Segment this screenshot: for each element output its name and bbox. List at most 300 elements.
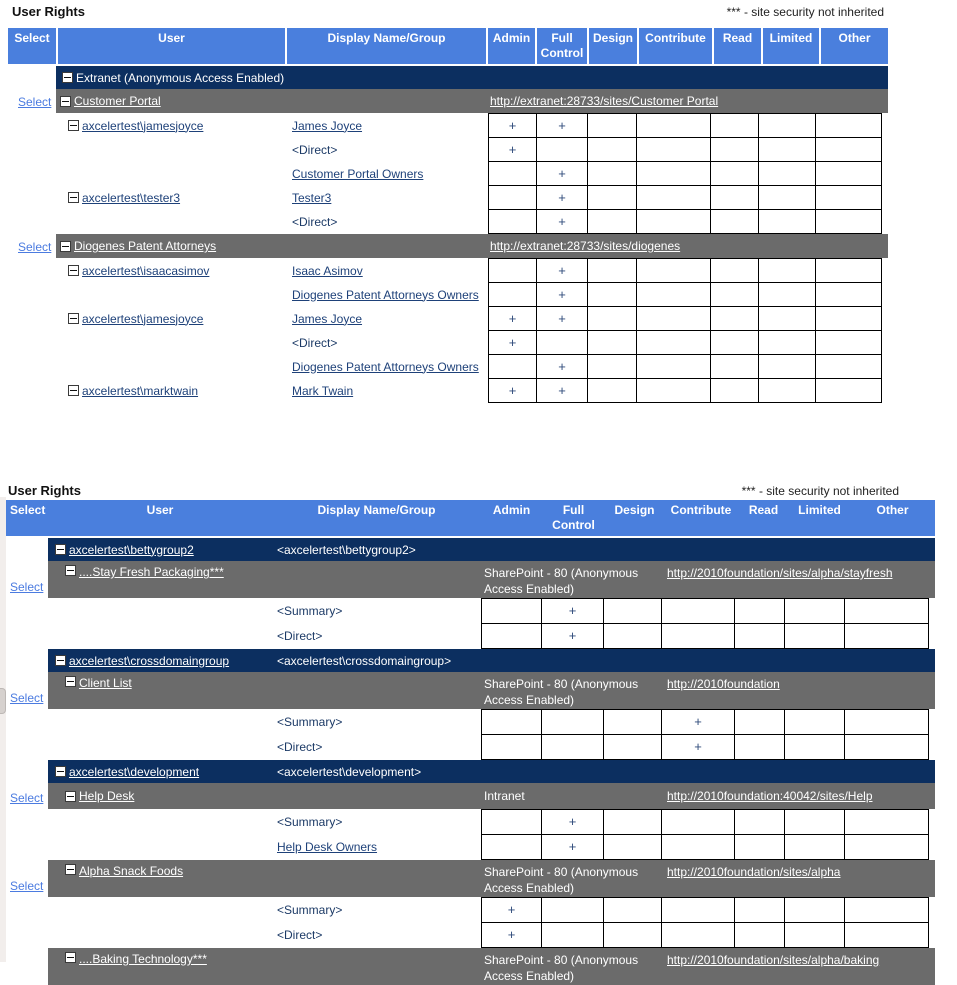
- column-header-label: User: [158, 31, 185, 45]
- security-not-inherited-legend: *** - site security not inherited: [726, 5, 884, 19]
- perm-cell-read: [710, 330, 759, 355]
- site-url-link[interactable]: http://2010foundation: [667, 677, 780, 691]
- perm-cell-read: [734, 922, 785, 948]
- column-header-perm-full: Full Control: [552, 503, 595, 532]
- column-header-perm-admin: Admin: [492, 503, 531, 517]
- table-row: [0, 860, 935, 897]
- perm-cell-limited: [758, 378, 816, 403]
- group-name-link[interactable]: axcelertest\bettygroup2: [69, 542, 194, 557]
- display-name-link[interactable]: Diogenes Patent Attorneys Owners: [292, 359, 479, 374]
- perm-cell-design: [587, 161, 637, 186]
- user-account-link[interactable]: axcelertest\jamesjoyce: [82, 311, 204, 326]
- perm-cell-design: [603, 834, 662, 860]
- table-row: [8, 89, 888, 113]
- column-header-label: Admin: [492, 31, 531, 45]
- perm-cell-design: [587, 378, 637, 403]
- table-row: [8, 282, 888, 307]
- permission-grid: [488, 354, 882, 379]
- permission-grid: [481, 623, 929, 649]
- perm-cell-other: [815, 161, 882, 186]
- perm-cell-admin: [488, 354, 537, 379]
- permission-grid: [481, 598, 929, 624]
- collapse-minus-icon[interactable]: [60, 241, 71, 252]
- perm-cell-contribute: [636, 378, 711, 403]
- security-not-inherited-legend: *** - site security not inherited: [741, 484, 899, 498]
- site-url-link[interactable]: http://2010foundation/sites/alpha/baking: [667, 953, 880, 967]
- permission-grid: [488, 209, 882, 234]
- select-link[interactable]: Select: [18, 240, 52, 254]
- perm-cell-full: [541, 922, 604, 948]
- column-header-display-name-group: [287, 28, 486, 64]
- perm-cell-limited: [784, 709, 845, 735]
- permission-grid: [488, 306, 882, 331]
- perm-cell-full: [536, 137, 588, 162]
- column-header-label: Display Name/Group: [327, 31, 446, 45]
- perm-cell-other: [815, 306, 882, 331]
- perm-cell-full: +: [541, 598, 604, 624]
- perm-cell-read: [734, 598, 785, 624]
- table-row: [8, 209, 888, 234]
- display-name-link[interactable]: Tester3: [292, 190, 332, 205]
- column-header-label: Limited: [769, 31, 813, 45]
- display-name-link[interactable]: Diogenes Patent Attorneys Owners: [292, 287, 479, 302]
- display-name-cell: [292, 354, 479, 379]
- site-url-link[interactable]: http://2010foundation/sites/alpha: [667, 865, 841, 879]
- perm-cell-limited: [758, 306, 816, 331]
- group-scope-band: [56, 66, 888, 89]
- web-app-info: SharePoint - 80 (Anonymous Access Enabled): [484, 953, 639, 983]
- perm-cell-other: [815, 185, 882, 210]
- perm-cell-admin: [481, 623, 542, 649]
- permission-grid: [488, 378, 882, 403]
- perm-cell-design: [587, 306, 637, 331]
- table-row: [0, 948, 935, 985]
- table-row: [0, 561, 935, 598]
- column-header-label: Full Control: [540, 31, 584, 60]
- display-name-cell: [292, 185, 331, 210]
- site-band: [56, 234, 888, 258]
- display-name-text: <Direct>: [277, 928, 323, 942]
- perm-cell-other: [844, 734, 929, 760]
- table-row: [0, 783, 935, 809]
- site-name-link[interactable]: Diogenes Patent Attorneys: [74, 239, 217, 253]
- table-row: [0, 734, 935, 760]
- perm-cell-design: [603, 922, 662, 948]
- perm-cell-other: [844, 834, 929, 860]
- permission-grid: [488, 161, 882, 186]
- perm-cell-full: +: [536, 282, 588, 307]
- perm-cell-limited: [758, 209, 816, 234]
- collapse-minus-icon[interactable]: [68, 265, 79, 276]
- user-account-cell: [68, 113, 203, 138]
- perm-cell-full: +: [536, 113, 588, 138]
- perm-cell-read: [734, 623, 785, 649]
- perm-cell-contribute: [636, 306, 711, 331]
- table-title: User Rights: [12, 4, 85, 19]
- group-display-name: <axcelertest\crossdomaingroup>: [277, 653, 452, 668]
- group-scope-band: [48, 649, 935, 672]
- display-name-cell: [292, 137, 337, 162]
- perm-cell-limited: [758, 137, 816, 162]
- web-app-info: SharePoint - 80 (Anonymous Access Enabled): [484, 677, 639, 707]
- display-name-text: <Summary>: [277, 715, 343, 729]
- collapse-minus-icon[interactable]: [68, 120, 79, 131]
- table-row: [8, 185, 888, 210]
- display-name-cell: [277, 734, 322, 760]
- perm-cell-design: [587, 354, 637, 379]
- perm-cell-admin: [488, 282, 537, 307]
- perm-cell-limited: [784, 623, 845, 649]
- permission-grid: [481, 834, 929, 860]
- perm-cell-design: [587, 330, 637, 355]
- group-scope-band: [48, 760, 935, 783]
- display-name-text: <Summary>: [277, 604, 343, 618]
- table-body: [8, 66, 888, 403]
- collapse-minus-icon[interactable]: [65, 864, 76, 875]
- table-row: [8, 234, 888, 258]
- perm-cell-contribute: [661, 922, 735, 948]
- table-row: [0, 709, 935, 735]
- user-account-link[interactable]: axcelertest\tester3: [82, 190, 181, 205]
- perm-cell-design: [603, 734, 662, 760]
- perm-cell-read: [734, 734, 785, 760]
- table-row: [8, 258, 888, 283]
- table-body: [0, 538, 935, 985]
- display-name-text: <Direct>: [277, 740, 323, 754]
- collapse-minus-icon[interactable]: [68, 385, 79, 396]
- perm-cell-other: [815, 354, 882, 379]
- perm-cell-full: +: [536, 185, 588, 210]
- column-header-perm-other: Other: [876, 503, 909, 517]
- perm-cell-contribute: [636, 137, 711, 162]
- collapse-minus-icon[interactable]: [68, 192, 79, 203]
- user-account-link[interactable]: axcelertest\jamesjoyce: [82, 118, 204, 133]
- table-row: [0, 897, 935, 923]
- display-name-cell: [292, 330, 337, 355]
- perm-cell-read: [710, 113, 759, 138]
- display-name-cell: [277, 834, 377, 860]
- column-header-perm-design: [589, 28, 637, 64]
- web-app-info: SharePoint - 80 (Anonymous Access Enabled): [484, 566, 639, 596]
- permission-grid: [481, 922, 929, 948]
- perm-cell-admin: [481, 834, 542, 860]
- perm-cell-limited: [758, 282, 816, 307]
- perm-cell-contribute: [661, 809, 735, 835]
- perm-cell-admin: +: [481, 897, 542, 923]
- perm-cell-admin: +: [481, 922, 542, 948]
- table-row: [0, 809, 935, 835]
- column-header-perm-full: [537, 28, 587, 64]
- column-header-perm-contribute: Contribute: [670, 503, 732, 517]
- group-name-link[interactable]: axcelertest\development: [69, 764, 200, 779]
- user-account-link[interactable]: axcelertest\marktwain: [82, 383, 199, 398]
- perm-cell-design: [603, 598, 662, 624]
- select-link[interactable]: Select: [18, 95, 52, 109]
- user-account-link[interactable]: axcelertest\isaacasimov: [82, 263, 210, 278]
- perm-cell-contribute: [636, 209, 711, 234]
- display-name-cell: [277, 623, 322, 649]
- perm-cell-design: [587, 137, 637, 162]
- perm-cell-full: [541, 897, 604, 923]
- display-name-text: <Direct>: [292, 214, 338, 229]
- permission-grid: [488, 258, 882, 283]
- collapse-minus-icon[interactable]: [55, 655, 66, 666]
- display-name-link[interactable]: Isaac Asimov: [292, 263, 363, 278]
- perm-cell-admin: +: [488, 378, 537, 403]
- perm-cell-design: [587, 185, 637, 210]
- permission-grid: [481, 709, 929, 735]
- display-name-cell: [277, 809, 342, 835]
- perm-cell-full: +: [536, 161, 588, 186]
- perm-cell-contribute: +: [661, 734, 735, 760]
- column-header-perm-limited: [763, 28, 819, 64]
- scope-name: Extranet (Anonymous Access Enabled): [76, 70, 285, 85]
- perm-cell-full: +: [536, 209, 588, 234]
- site-url-link[interactable]: http://extranet:28733/sites/diogenes: [490, 239, 681, 253]
- table-row: [8, 354, 888, 379]
- column-header-label: Read: [722, 31, 753, 45]
- perm-cell-read: [710, 306, 759, 331]
- perm-cell-other: [844, 922, 929, 948]
- perm-cell-full: +: [541, 623, 604, 649]
- perm-cell-other: [815, 258, 882, 283]
- column-header-perm-other: [821, 28, 888, 64]
- display-name-cell: [277, 922, 322, 948]
- perm-cell-other: [844, 809, 929, 835]
- group-name-link[interactable]: axcelertest\crossdomaingroup: [69, 653, 230, 668]
- display-name-text: <Direct>: [292, 335, 338, 350]
- perm-cell-admin: [481, 709, 542, 735]
- perm-cell-contribute: [636, 113, 711, 138]
- site-url-link[interactable]: http://extranet:28733/sites/Customer Portal: [490, 94, 719, 108]
- collapse-minus-icon[interactable]: [65, 791, 76, 802]
- perm-cell-read: [734, 834, 785, 860]
- perm-cell-full: +: [541, 809, 604, 835]
- permission-grid: [488, 137, 882, 162]
- display-name-cell: [292, 113, 362, 138]
- table-row: [8, 66, 888, 89]
- permission-grid: [488, 113, 882, 138]
- perm-cell-read: [710, 137, 759, 162]
- permission-grid: [481, 809, 929, 835]
- collapse-minus-icon[interactable]: [65, 676, 76, 687]
- perm-cell-admin: [488, 209, 537, 234]
- perm-cell-other: [844, 709, 929, 735]
- display-name-cell: [277, 709, 342, 735]
- column-header-perm-contribute: [639, 28, 712, 64]
- perm-cell-admin: +: [488, 137, 537, 162]
- table-row: [0, 538, 935, 561]
- display-name-cell: [292, 282, 479, 307]
- permission-grid: [488, 282, 882, 307]
- select-link[interactable]: Select: [10, 791, 44, 805]
- column-header-row: [0, 500, 935, 536]
- perm-cell-admin: [488, 161, 537, 186]
- collapse-minus-icon[interactable]: [60, 96, 71, 107]
- perm-cell-read: [710, 282, 759, 307]
- display-name-cell: [292, 378, 353, 403]
- display-name-cell: [292, 306, 362, 331]
- site-name-link[interactable]: ....Baking Technology***: [79, 952, 207, 966]
- table-row: [8, 161, 888, 186]
- column-header-row: [8, 28, 888, 64]
- site-name-link[interactable]: Client List: [79, 676, 132, 690]
- perm-cell-full: [536, 330, 588, 355]
- perm-cell-design: [603, 709, 662, 735]
- perm-cell-contribute: [636, 282, 711, 307]
- select-link[interactable]: Select: [10, 580, 44, 594]
- column-header-display-name-group: Display Name/Group: [317, 503, 436, 517]
- perm-cell-read: [710, 354, 759, 379]
- perm-cell-limited: [784, 834, 845, 860]
- column-header-user: User: [146, 503, 174, 517]
- perm-cell-full: +: [541, 834, 604, 860]
- perm-cell-read: [734, 809, 785, 835]
- perm-cell-other: [844, 598, 929, 624]
- table-row: [0, 672, 935, 709]
- collapse-minus-icon[interactable]: [55, 766, 66, 777]
- pane-edge: [0, 497, 6, 962]
- web-app-info: SharePoint - 80 (Anonymous Access Enabled): [484, 865, 639, 895]
- perm-cell-full: +: [536, 354, 588, 379]
- group-display-name: <axcelertest\development>: [277, 764, 422, 779]
- collapse-minus-icon[interactable]: [62, 72, 73, 83]
- perm-cell-limited: [758, 330, 816, 355]
- perm-cell-admin: [481, 734, 542, 760]
- column-header-label: Other: [838, 31, 871, 45]
- column-header-perm-read: [714, 28, 761, 64]
- perm-cell-read: [734, 897, 785, 923]
- perm-cell-full: [541, 709, 604, 735]
- table-row: [0, 598, 935, 624]
- display-name-link[interactable]: Mark Twain: [292, 383, 354, 398]
- perm-cell-contribute: [636, 258, 711, 283]
- display-name-cell: [277, 897, 342, 923]
- perm-cell-full: [541, 734, 604, 760]
- perm-cell-admin: [488, 185, 537, 210]
- perm-cell-read: [710, 258, 759, 283]
- perm-cell-design: [603, 897, 662, 923]
- permission-grid: [488, 330, 882, 355]
- perm-cell-admin: +: [488, 330, 537, 355]
- perm-cell-other: [815, 137, 882, 162]
- display-name-link[interactable]: Help Desk Owners: [277, 840, 378, 854]
- permission-grid: [481, 734, 929, 760]
- perm-cell-limited: [758, 113, 816, 138]
- perm-cell-full: +: [536, 306, 588, 331]
- table-row: [8, 137, 888, 162]
- display-name-text: <Direct>: [277, 629, 323, 643]
- perm-cell-contribute: +: [661, 709, 735, 735]
- perm-cell-read: [710, 209, 759, 234]
- perm-cell-design: [587, 113, 637, 138]
- perm-cell-limited: [784, 598, 845, 624]
- column-header-label: Design: [592, 31, 633, 45]
- perm-cell-read: [710, 185, 759, 210]
- perm-cell-limited: [758, 161, 816, 186]
- site-name-link[interactable]: Alpha Snack Foods: [79, 864, 184, 878]
- table-row: [8, 113, 888, 138]
- perm-cell-full: +: [536, 378, 588, 403]
- site-name-link[interactable]: ....Stay Fresh Packaging***: [79, 565, 224, 579]
- permission-grid: [488, 185, 882, 210]
- column-header-label: Contribute: [645, 31, 706, 45]
- site-band: [56, 89, 888, 113]
- perm-cell-design: [587, 282, 637, 307]
- collapse-minus-icon[interactable]: [65, 565, 76, 576]
- perm-cell-contribute: [661, 897, 735, 923]
- display-name-cell: [292, 161, 423, 186]
- collapse-minus-icon[interactable]: [68, 313, 79, 324]
- perm-cell-admin: [481, 809, 542, 835]
- perm-cell-limited: [784, 809, 845, 835]
- web-app-info: Intranet: [484, 789, 525, 803]
- permission-grid: [481, 897, 929, 923]
- perm-cell-design: [603, 623, 662, 649]
- perm-cell-limited: [784, 897, 845, 923]
- perm-cell-limited: [758, 185, 816, 210]
- table-title: User Rights: [8, 483, 81, 498]
- perm-cell-design: [603, 809, 662, 835]
- perm-cell-full: +: [536, 258, 588, 283]
- perm-cell-other: [815, 209, 882, 234]
- perm-cell-design: [587, 209, 637, 234]
- perm-cell-limited: [758, 258, 816, 283]
- site-name-link[interactable]: Help Desk: [79, 789, 135, 803]
- perm-cell-other: [815, 113, 882, 138]
- perm-cell-contribute: [661, 598, 735, 624]
- table-row: [8, 306, 888, 331]
- perm-cell-admin: [488, 258, 537, 283]
- column-header-perm-admin: [488, 28, 535, 64]
- table-row: [0, 649, 935, 672]
- collapse-minus-icon[interactable]: [55, 544, 66, 555]
- site-url-link[interactable]: http://2010foundation:40042/sites/Help: [667, 789, 873, 803]
- perm-cell-other: [815, 330, 882, 355]
- table-row: [8, 378, 888, 403]
- select-link[interactable]: Select: [10, 879, 44, 893]
- site-url-link[interactable]: http://2010foundation/sites/alpha/stayfresh: [667, 566, 893, 580]
- table-row: [0, 623, 935, 649]
- table-row: [0, 760, 935, 783]
- perm-cell-contribute: [636, 185, 711, 210]
- perm-cell-read: [734, 709, 785, 735]
- column-header-select: Select: [10, 503, 46, 517]
- select-link[interactable]: Select: [10, 691, 44, 705]
- perm-cell-admin: +: [488, 113, 537, 138]
- perm-cell-limited: [758, 354, 816, 379]
- display-name-link[interactable]: Customer Portal Owners: [292, 166, 424, 181]
- perm-cell-read: [710, 161, 759, 186]
- table-row: [0, 834, 935, 860]
- pane-scroll-thumb[interactable]: [0, 688, 6, 714]
- column-header-perm-limited: Limited: [798, 503, 841, 517]
- display-name-text: <Summary>: [277, 815, 343, 829]
- column-header-perm-design: Design: [614, 503, 655, 517]
- column-header-select: [8, 28, 56, 64]
- display-name-link[interactable]: James Joyce: [292, 311, 363, 326]
- perm-cell-contribute: [636, 161, 711, 186]
- perm-cell-contribute: [661, 623, 735, 649]
- collapse-minus-icon[interactable]: [65, 952, 76, 963]
- table-row: [8, 330, 888, 355]
- user-account-cell: [68, 258, 209, 283]
- perm-cell-other: [844, 623, 929, 649]
- display-name-link[interactable]: James Joyce: [292, 118, 363, 133]
- perm-cell-admin: [481, 598, 542, 624]
- user-account-cell: [68, 378, 198, 403]
- site-name-link[interactable]: Customer Portal: [74, 94, 161, 108]
